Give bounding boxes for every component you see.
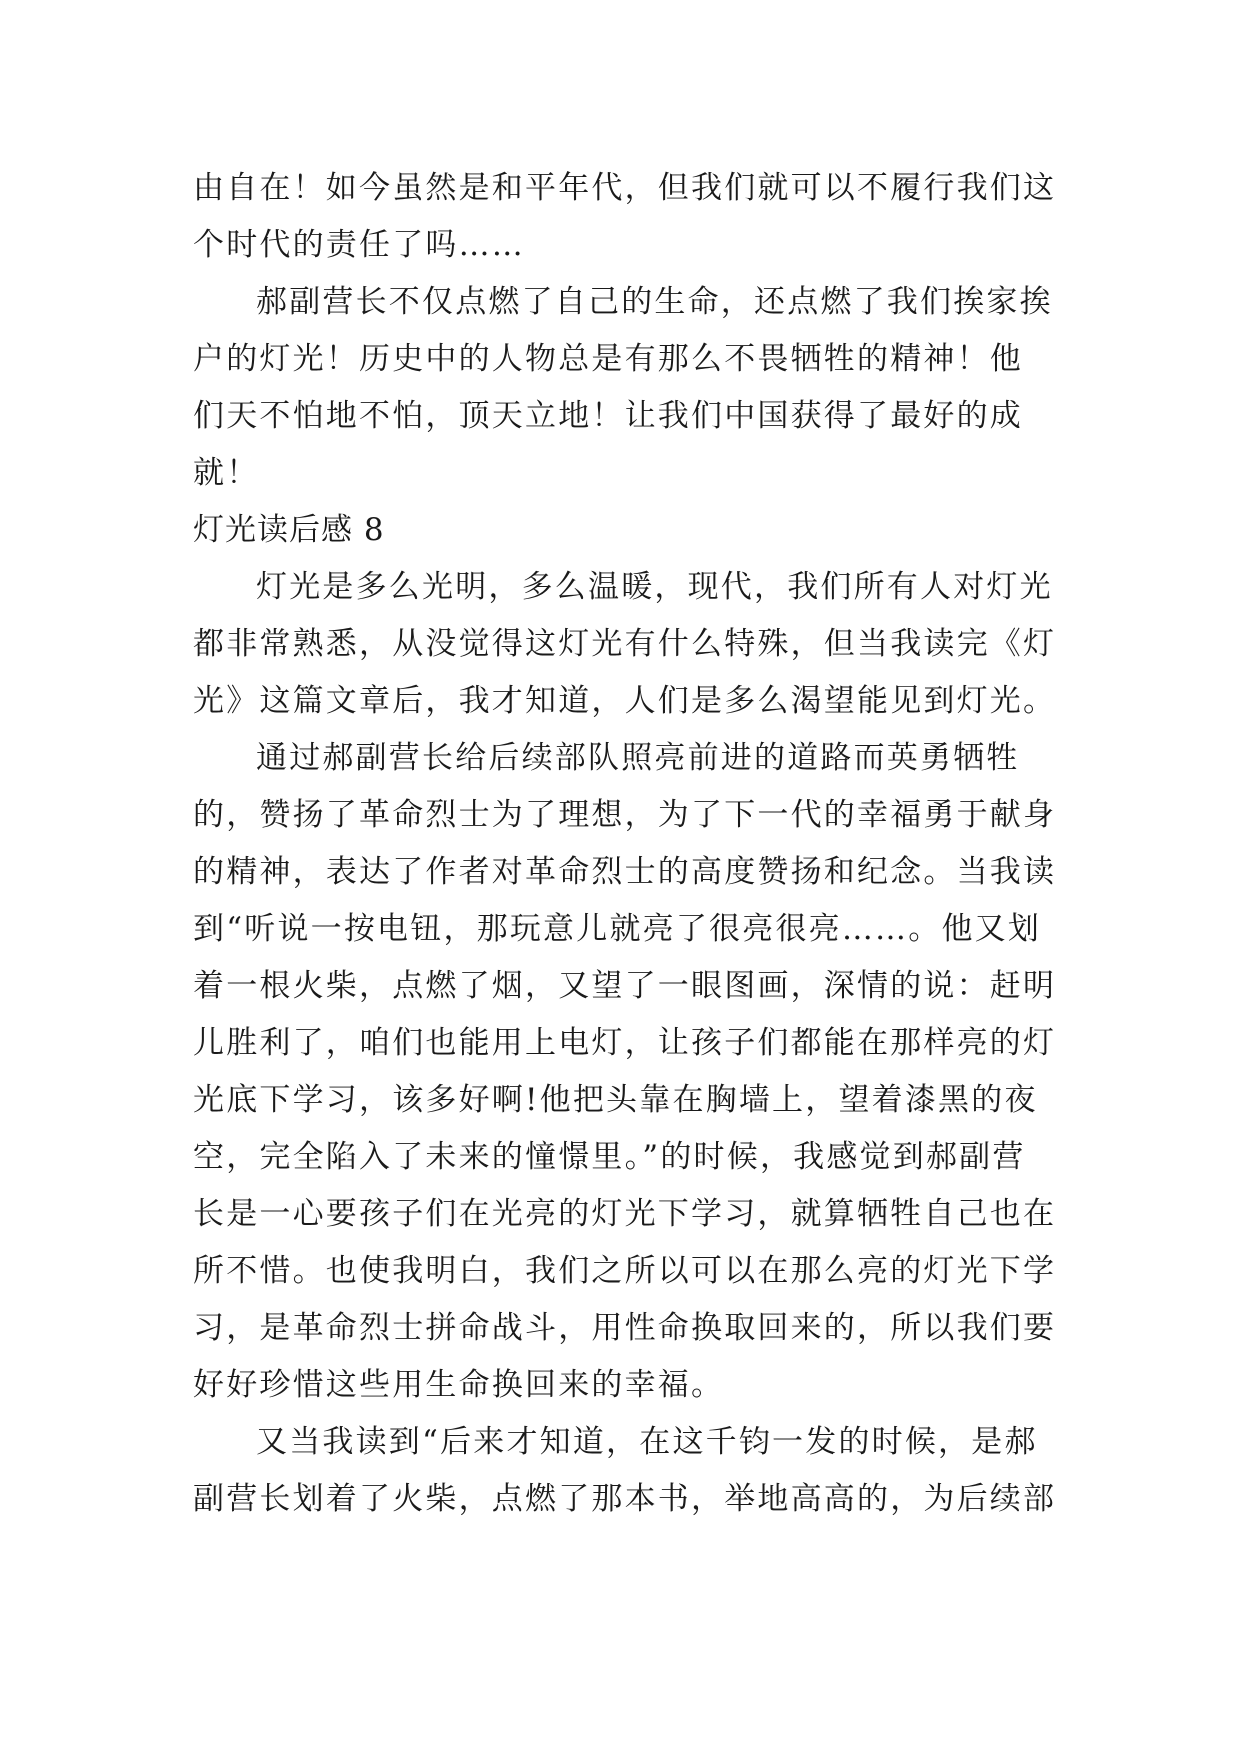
paragraph	[193, 559, 1073, 730]
text-line: 好好珍惜这些用生命换回来的幸福。	[193, 1367, 725, 1403]
text-line: 的，赞扬了革命烈士为了理想，为了下一代的幸福勇于献身	[193, 797, 1057, 833]
text-line: 副营长划着了火柴，点燃了那本书，举地高高的，为后续部	[193, 1481, 1057, 1517]
text-line: 都非常熟悉，从没觉得这灯光有什么特殊，但当我读完《灯	[193, 626, 1057, 662]
text-line: 灯光是多么光明，多么温暖，现代，我们所有人对灯光	[256, 569, 1053, 605]
paragraph	[193, 274, 1073, 502]
heading-text: 灯光读后感 8	[193, 512, 385, 548]
text-line: 通过郝副营长给后续部队照亮前进的道路而英勇牺牲	[256, 740, 1020, 776]
text-line: 空，完全陷入了未来的憧憬里。”的时候，我感觉到郝副营	[193, 1139, 1026, 1175]
paragraph	[193, 160, 1073, 274]
text-line: 光底下学习，该多好啊!他把头靠在胸墙上，望着漆黑的夜	[193, 1082, 1038, 1118]
text-line: 到“听说一按电钮，那玩意儿就亮了很亮很亮……。他又划	[193, 911, 1042, 947]
text-line: 由自在！如今虽然是和平年代，但我们就可以不履行我们这	[193, 170, 1057, 206]
paragraph	[193, 1414, 1073, 1528]
text-line: 习，是革命烈士拼命战斗，用性命换取回来的，所以我们要	[193, 1310, 1057, 1346]
text-line: 就！	[193, 455, 260, 491]
text-line: 光》这篇文章后，我才知道，人们是多么渴望能见到灯光。	[193, 683, 1057, 719]
text-line: 所不惜。也使我明白，我们之所以可以在那么亮的灯光下学	[193, 1253, 1057, 1289]
text-line: 们天不怕地不怕，顶天立地！让我们中国获得了最好的成	[193, 398, 1023, 434]
text-line: 个时代的责任了吗……	[193, 227, 525, 263]
document-body	[193, 160, 1073, 1528]
section-heading	[193, 502, 1073, 559]
text-line: 儿胜利了，咱们也能用上电灯，让孩子们都能在那样亮的灯	[193, 1025, 1057, 1061]
text-line: 长是一心要孩子们在光亮的灯光下学习，就算牺牲自己也在	[193, 1196, 1057, 1232]
text-line: 户的灯光！历史中的人物总是有那么不畏牺牲的精神！他	[193, 341, 1023, 377]
text-line: 又当我读到“后来才知道，在这千钧一发的时候，是郝	[256, 1424, 1038, 1460]
text-line: 郝副营长不仅点燃了自己的生命，还点燃了我们挨家挨	[256, 284, 1053, 320]
paragraph	[193, 730, 1073, 1414]
text-line: 的精神，表达了作者对革命烈士的高度赞扬和纪念。当我读	[193, 854, 1057, 890]
text-line: 着一根火柴，点燃了烟，又望了一眼图画，深情的说：赶明	[193, 968, 1057, 1004]
